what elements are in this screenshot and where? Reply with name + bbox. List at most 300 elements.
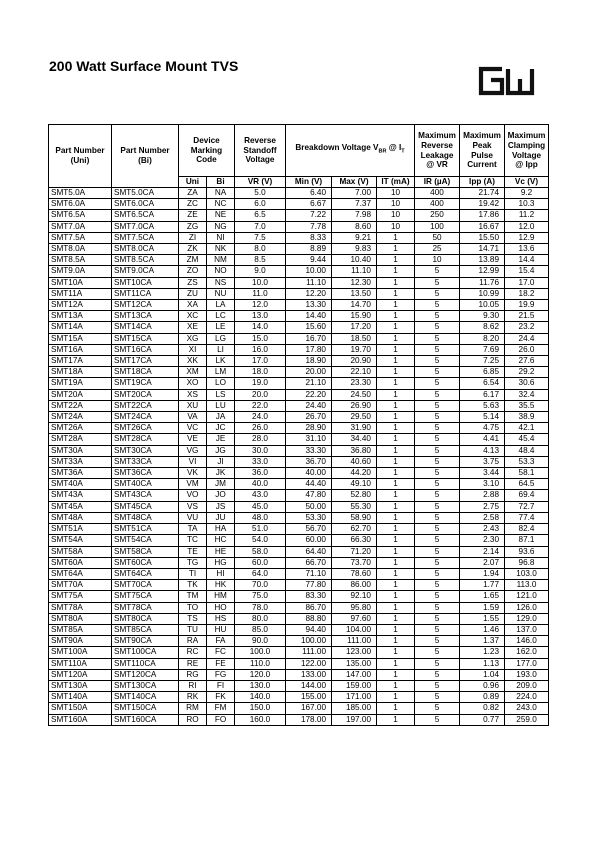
- table-cell: 12.99: [460, 266, 505, 277]
- table-cell: 6.85: [460, 367, 505, 378]
- table-cell: 15.4: [505, 266, 549, 277]
- table-cell: 1: [377, 557, 415, 568]
- table-row: [49, 456, 549, 467]
- table-cell: 5: [415, 658, 460, 669]
- table-cell: 5: [415, 423, 460, 434]
- table-cell: 3.75: [460, 456, 505, 467]
- table-cell: LK: [207, 356, 235, 367]
- table-cell: 88.80: [286, 613, 332, 624]
- table-cell: TI: [179, 568, 207, 579]
- table-cell: SMT20A: [49, 389, 112, 400]
- table-cell: 17.0: [505, 277, 549, 288]
- table-cell: 28.90: [286, 423, 332, 434]
- table-cell: 126.0: [505, 602, 549, 613]
- header-marking: Device Marking Code: [179, 125, 235, 177]
- table-cell: 36.70: [286, 456, 332, 467]
- table-cell: 60.00: [286, 535, 332, 546]
- table-cell: 22.20: [286, 389, 332, 400]
- table-cell: 4.13: [460, 445, 505, 456]
- table-cell: 9.83: [332, 244, 377, 255]
- table-row: [49, 468, 549, 479]
- table-cell: 209.0: [505, 680, 549, 691]
- table-cell: SMT70A: [49, 580, 112, 591]
- table-cell: 5: [415, 703, 460, 714]
- table-cell: LO: [207, 378, 235, 389]
- table-cell: XU: [179, 400, 207, 411]
- table-cell: 26.70: [286, 412, 332, 423]
- table-cell: SMT45A: [49, 501, 112, 512]
- table-row: [49, 378, 549, 389]
- table-cell: 5: [415, 501, 460, 512]
- table-cell: 100: [415, 221, 460, 232]
- table-cell: 5: [415, 624, 460, 635]
- table-cell: SMT9.0A: [49, 266, 112, 277]
- table-cell: 5: [415, 445, 460, 456]
- table-cell: 72.7: [505, 501, 549, 512]
- table-cell: VS: [179, 501, 207, 512]
- table-cell: SMT43CA: [112, 490, 179, 501]
- table-cell: 96.8: [505, 557, 549, 568]
- table-row: [49, 613, 549, 624]
- table-cell: 1: [377, 613, 415, 624]
- table-cell: NE: [207, 210, 235, 221]
- table-cell: NO: [207, 266, 235, 277]
- table-cell: 1: [377, 546, 415, 557]
- subheader-cell: Bi: [207, 177, 235, 188]
- table-cell: 50.00: [286, 501, 332, 512]
- table-cell: 23.2: [505, 322, 549, 333]
- table-cell: SMT48A: [49, 512, 112, 523]
- table-row: [49, 703, 549, 714]
- table-cell: SMT33CA: [112, 456, 179, 467]
- table-cell: SMT64CA: [112, 568, 179, 579]
- table-cell: 14.70: [332, 300, 377, 311]
- table-cell: 94.40: [286, 624, 332, 635]
- table-cell: XO: [179, 378, 207, 389]
- table-cell: 1: [377, 423, 415, 434]
- table-cell: SMT24CA: [112, 412, 179, 423]
- table-cell: 45.0: [235, 501, 286, 512]
- subheader-cell: Min (V): [286, 177, 332, 188]
- table-cell: 5: [415, 456, 460, 467]
- table-cell: 1: [377, 591, 415, 602]
- table-cell: 1: [377, 624, 415, 635]
- table-cell: 1: [377, 412, 415, 423]
- table-cell: 1: [377, 580, 415, 591]
- table-cell: 77.80: [286, 580, 332, 591]
- table-cell: FC: [207, 647, 235, 658]
- table-cell: 86.00: [332, 580, 377, 591]
- table-row: [49, 434, 549, 445]
- table-row: [49, 288, 549, 299]
- table-cell: 1: [377, 456, 415, 467]
- table-cell: 21.74: [460, 188, 505, 199]
- table-cell: SMT51CA: [112, 524, 179, 535]
- table-cell: 6.17: [460, 389, 505, 400]
- table-cell: 1: [377, 714, 415, 725]
- table-cell: SMT11CA: [112, 288, 179, 299]
- table-cell: 4.75: [460, 423, 505, 434]
- table-cell: 1: [377, 244, 415, 255]
- table-cell: 4.41: [460, 434, 505, 445]
- table-cell: 1: [377, 636, 415, 647]
- table-cell: 7.37: [332, 199, 377, 210]
- table-cell: 1: [377, 658, 415, 669]
- table-cell: SMT75A: [49, 591, 112, 602]
- table-cell: 34.40: [332, 434, 377, 445]
- table-cell: TG: [179, 557, 207, 568]
- table-cell: 40.0: [235, 479, 286, 490]
- table-cell: 120.0: [235, 669, 286, 680]
- table-cell: SMT26A: [49, 423, 112, 434]
- table-cell: 12.20: [286, 288, 332, 299]
- table-cell: 2.30: [460, 535, 505, 546]
- table-cell: 100.00: [286, 636, 332, 647]
- table-row: [49, 244, 549, 255]
- table-row: [49, 557, 549, 568]
- table-cell: 10: [377, 199, 415, 210]
- table-cell: 19.70: [332, 344, 377, 355]
- table-cell: SMT80CA: [112, 613, 179, 624]
- table-cell: 3.44: [460, 468, 505, 479]
- header-leakage: Maximum Reverse Leakage @ VR: [415, 125, 460, 177]
- table-row: [49, 199, 549, 210]
- table-cell: 23.30: [332, 378, 377, 389]
- table-cell: 5.14: [460, 412, 505, 423]
- table-cell: 58.90: [332, 512, 377, 523]
- table-cell: 0.82: [460, 703, 505, 714]
- table-cell: 58.0: [235, 546, 286, 557]
- table-cell: 21.10: [286, 378, 332, 389]
- table-cell: 11.0: [235, 288, 286, 299]
- table-cell: 10.99: [460, 288, 505, 299]
- table-row: [49, 546, 549, 557]
- table-cell: 1: [377, 512, 415, 523]
- table-cell: 1: [377, 445, 415, 456]
- table-cell: 5: [415, 300, 460, 311]
- table-cell: XG: [179, 333, 207, 344]
- table-cell: SMT48CA: [112, 512, 179, 523]
- table-cell: SMT10CA: [112, 277, 179, 288]
- table-cell: 24.40: [286, 400, 332, 411]
- table-cell: SMT12A: [49, 300, 112, 311]
- table-cell: 1: [377, 322, 415, 333]
- table-cell: 224.0: [505, 692, 549, 703]
- table-cell: 197.00: [332, 714, 377, 725]
- table-cell: 18.0: [235, 367, 286, 378]
- table-cell: HU: [207, 624, 235, 635]
- table-cell: 8.62: [460, 322, 505, 333]
- table-cell: 7.5: [235, 232, 286, 243]
- table-row: [49, 580, 549, 591]
- table-cell: 85.0: [235, 624, 286, 635]
- table-cell: 5: [415, 591, 460, 602]
- table-cell: 44.20: [332, 468, 377, 479]
- table-cell: SMT20CA: [112, 389, 179, 400]
- table-cell: 1.46: [460, 624, 505, 635]
- table-cell: 1: [377, 490, 415, 501]
- table-cell: 1: [377, 568, 415, 579]
- table-cell: 5: [415, 434, 460, 445]
- table-cell: 9.44: [286, 255, 332, 266]
- table-body: [49, 188, 549, 726]
- table-cell: 2.43: [460, 524, 505, 535]
- table-row: [49, 311, 549, 322]
- table-row: [49, 602, 549, 613]
- table-cell: 15.0: [235, 333, 286, 344]
- table-cell: SMT140A: [49, 692, 112, 703]
- table-cell: 51.0: [235, 524, 286, 535]
- table-cell: 1: [377, 692, 415, 703]
- table-cell: SMT45CA: [112, 501, 179, 512]
- table-cell: 18.2: [505, 288, 549, 299]
- table-cell: 1: [377, 468, 415, 479]
- table-cell: JM: [207, 479, 235, 490]
- table-cell: 5: [415, 602, 460, 613]
- table-cell: 48.0: [235, 512, 286, 523]
- subheader-cell: Max (V): [332, 177, 377, 188]
- table-cell: 9.30: [460, 311, 505, 322]
- table-cell: XE: [179, 322, 207, 333]
- table-cell: 17.0: [235, 356, 286, 367]
- table-cell: RC: [179, 647, 207, 658]
- table-cell: 1: [377, 400, 415, 411]
- table-cell: 6.67: [286, 199, 332, 210]
- table-cell: SMT7.5A: [49, 232, 112, 243]
- table-cell: LC: [207, 311, 235, 322]
- table-cell: 167.00: [286, 703, 332, 714]
- table-row: [49, 512, 549, 523]
- table-cell: JK: [207, 468, 235, 479]
- table-cell: 6.40: [286, 188, 332, 199]
- table-row: [49, 524, 549, 535]
- table-cell: 185.00: [332, 703, 377, 714]
- table-cell: NG: [207, 221, 235, 232]
- table-cell: RE: [179, 658, 207, 669]
- table-cell: 1.55: [460, 613, 505, 624]
- table-cell: 1: [377, 524, 415, 535]
- table-cell: SMT28CA: [112, 434, 179, 445]
- table-cell: 8.33: [286, 232, 332, 243]
- table-cell: 162.0: [505, 647, 549, 658]
- table-cell: 121.0: [505, 591, 549, 602]
- table-cell: FI: [207, 680, 235, 691]
- table-cell: 1: [377, 266, 415, 277]
- table-cell: SMT78CA: [112, 602, 179, 613]
- table-cell: 5.63: [460, 400, 505, 411]
- table-cell: TM: [179, 591, 207, 602]
- table-cell: 5: [415, 333, 460, 344]
- table-cell: 140.0: [235, 692, 286, 703]
- table-cell: 103.0: [505, 568, 549, 579]
- table-cell: SMT33A: [49, 456, 112, 467]
- table-cell: JS: [207, 501, 235, 512]
- table-cell: 17.80: [286, 344, 332, 355]
- table-cell: SMT5.0A: [49, 188, 112, 199]
- table-cell: XI: [179, 344, 207, 355]
- table-cell: 97.60: [332, 613, 377, 624]
- table-cell: 13.50: [332, 288, 377, 299]
- table-cell: 135.00: [332, 658, 377, 669]
- table-cell: XA: [179, 300, 207, 311]
- table-cell: ZC: [179, 199, 207, 210]
- table-row: [49, 636, 549, 647]
- subheader-cell: Uni: [179, 177, 207, 188]
- table-cell: SMT43A: [49, 490, 112, 501]
- table-cell: 1: [377, 680, 415, 691]
- table-row: [49, 445, 549, 456]
- table-cell: HC: [207, 535, 235, 546]
- table-cell: 5: [415, 714, 460, 725]
- table-cell: 10.0: [235, 277, 286, 288]
- table-cell: 12.0: [235, 300, 286, 311]
- table-cell: 146.0: [505, 636, 549, 647]
- table-cell: SMT6.0A: [49, 199, 112, 210]
- table-cell: 5: [415, 412, 460, 423]
- table-cell: 92.10: [332, 591, 377, 602]
- table-cell: SMT160A: [49, 714, 112, 725]
- table-cell: VU: [179, 512, 207, 523]
- table-cell: 5: [415, 647, 460, 658]
- table-cell: LS: [207, 389, 235, 400]
- table-cell: 193.0: [505, 669, 549, 680]
- table-cell: 1: [377, 647, 415, 658]
- table-cell: TK: [179, 580, 207, 591]
- table-row: [49, 188, 549, 199]
- table-cell: 78.0: [235, 602, 286, 613]
- table-cell: SMT150CA: [112, 703, 179, 714]
- table-cell: SMT7.5CA: [112, 232, 179, 243]
- table-cell: 5: [415, 580, 460, 591]
- table-cell: SMT85CA: [112, 624, 179, 635]
- table-cell: 1: [377, 378, 415, 389]
- table-cell: LA: [207, 300, 235, 311]
- table-cell: VG: [179, 445, 207, 456]
- table-cell: 122.00: [286, 658, 332, 669]
- table-cell: 69.4: [505, 490, 549, 501]
- table-cell: 11.10: [332, 266, 377, 277]
- table-cell: 171.00: [332, 692, 377, 703]
- table-cell: ZI: [179, 232, 207, 243]
- table-cell: 123.00: [332, 647, 377, 658]
- table-cell: 2.07: [460, 557, 505, 568]
- table-row: [49, 255, 549, 266]
- subheader-cell: Ipp (A): [460, 177, 505, 188]
- table-cell: 33.0: [235, 456, 286, 467]
- table-cell: SMT78A: [49, 602, 112, 613]
- table-cell: 259.0: [505, 714, 549, 725]
- table-cell: 7.0: [235, 221, 286, 232]
- table-cell: 5: [415, 613, 460, 624]
- table-cell: SMT16CA: [112, 344, 179, 355]
- table-cell: 2.58: [460, 512, 505, 523]
- table-cell: 5: [415, 288, 460, 299]
- table-cell: 47.80: [286, 490, 332, 501]
- table-row: [49, 300, 549, 311]
- table-cell: HO: [207, 602, 235, 613]
- table-cell: SMT8.5CA: [112, 255, 179, 266]
- table-cell: SMT8.0A: [49, 244, 112, 255]
- table-cell: SMT22A: [49, 400, 112, 411]
- table-cell: 159.00: [332, 680, 377, 691]
- table-cell: 22.10: [332, 367, 377, 378]
- table-cell: LI: [207, 344, 235, 355]
- table-cell: 35.5: [505, 400, 549, 411]
- table-cell: 5: [415, 389, 460, 400]
- table-cell: 7.25: [460, 356, 505, 367]
- table-cell: VK: [179, 468, 207, 479]
- subheader-cell: IT (mA): [377, 177, 415, 188]
- table-row: [49, 232, 549, 243]
- table-cell: 53.30: [286, 512, 332, 523]
- table-cell: 5: [415, 636, 460, 647]
- table-cell: SMT90CA: [112, 636, 179, 647]
- table-cell: SMT60CA: [112, 557, 179, 568]
- table-cell: SMT58CA: [112, 546, 179, 557]
- table-cell: 1: [377, 703, 415, 714]
- table-row: [49, 400, 549, 411]
- table-cell: SMT110CA: [112, 658, 179, 669]
- table-cell: 36.0: [235, 468, 286, 479]
- table-cell: SMT130A: [49, 680, 112, 691]
- table-cell: NM: [207, 255, 235, 266]
- table-cell: 11.2: [505, 210, 549, 221]
- table-cell: SMT28A: [49, 434, 112, 445]
- table-cell: SMT12CA: [112, 300, 179, 311]
- table-row: [49, 535, 549, 546]
- table-cell: XC: [179, 311, 207, 322]
- table-row: [49, 412, 549, 423]
- table-cell: HA: [207, 524, 235, 535]
- table-cell: SMT54A: [49, 535, 112, 546]
- table-cell: 30.0: [235, 445, 286, 456]
- table-cell: SMT17A: [49, 356, 112, 367]
- table-cell: JI: [207, 456, 235, 467]
- table-cell: 16.0: [235, 344, 286, 355]
- table-cell: SMT19CA: [112, 378, 179, 389]
- table-row: [49, 367, 549, 378]
- table-cell: 100.0: [235, 647, 286, 658]
- table-row: [49, 714, 549, 725]
- table-cell: 10.3: [505, 199, 549, 210]
- table-cell: 26.0: [505, 344, 549, 355]
- table-cell: 1: [377, 434, 415, 445]
- table-row: [49, 277, 549, 288]
- table-cell: SMT7.0A: [49, 221, 112, 232]
- table-cell: 71.20: [332, 546, 377, 557]
- table-cell: SMT130CA: [112, 680, 179, 691]
- table-cell: SMT40A: [49, 479, 112, 490]
- table-cell: 1: [377, 367, 415, 378]
- table-cell: 1: [377, 356, 415, 367]
- table-cell: RM: [179, 703, 207, 714]
- table-cell: TE: [179, 546, 207, 557]
- table-cell: 83.30: [286, 591, 332, 602]
- table-cell: 86.70: [286, 602, 332, 613]
- table-cell: JG: [207, 445, 235, 456]
- table-cell: 60.0: [235, 557, 286, 568]
- table-cell: SMT15CA: [112, 333, 179, 344]
- table-cell: 0.77: [460, 714, 505, 725]
- table-cell: VC: [179, 423, 207, 434]
- table-cell: 11.10: [286, 277, 332, 288]
- table-cell: 113.0: [505, 580, 549, 591]
- table-cell: HK: [207, 580, 235, 591]
- table-cell: 75.0: [235, 591, 286, 602]
- subheader-cell: Vc (V): [505, 177, 549, 188]
- table-cell: 1: [377, 669, 415, 680]
- table-cell: 38.9: [505, 412, 549, 423]
